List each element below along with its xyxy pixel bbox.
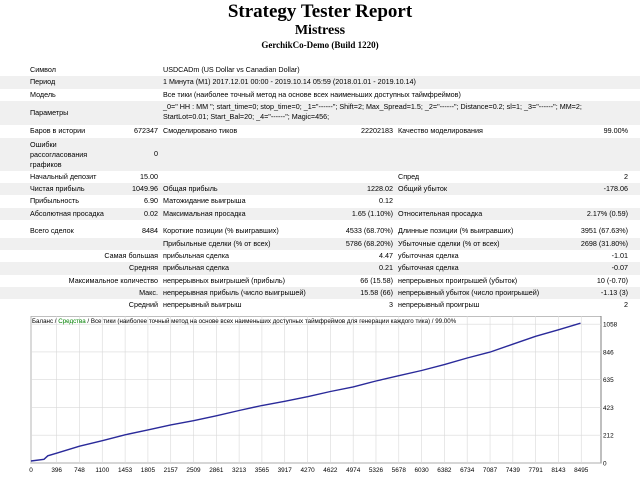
rel-dd-value: 2.17% (0.59) [586, 208, 628, 218]
errors-value: 0 [154, 148, 158, 158]
y-tick-label: 846 [603, 349, 614, 357]
x-tick-label: 2157 [163, 467, 178, 474]
x-tick-label: 1453 [118, 467, 133, 474]
row-largest [0, 250, 640, 262]
x-tick-label: 3917 [277, 467, 292, 474]
average-profit-label: прибыльная сделка [163, 263, 230, 273]
x-tick-label: 4622 [323, 467, 338, 474]
avg-loss-label: непрерывный проигрыш [398, 300, 480, 310]
x-tick-label: 4270 [300, 467, 315, 474]
row-max [0, 287, 640, 299]
pf-value: 6.90 [144, 196, 158, 206]
average-label: Средняя [129, 263, 158, 273]
y-tick-label: 1058 [603, 321, 618, 329]
x-tick-label: 7087 [482, 467, 498, 474]
profit-trades-label: Прибыльные сделки (% от всех) [163, 238, 271, 248]
period-label: Период [30, 77, 56, 87]
maxcount-loss-value: 10 (-0.70) [596, 275, 628, 285]
gross-profit-label: Общая прибыль [163, 183, 218, 193]
x-tick-label: 8143 [551, 467, 566, 474]
x-tick-label: 6382 [437, 467, 452, 474]
max-dd-value: 1.65 (1.10%) [351, 208, 393, 218]
expert-name: Mistress [294, 23, 346, 38]
model-label: Модель [30, 89, 56, 99]
row-trades [0, 238, 640, 250]
maxcount-label: Максимальное количество [68, 275, 158, 285]
y-tick-label: 212 [603, 432, 614, 440]
max-win-label: непрерывная прибыль (число выигрышей) [163, 288, 306, 298]
rel-dd-label: Относительная просадка [398, 208, 483, 218]
average-profit-value: 0.21 [379, 263, 393, 273]
largest-profit-label: прибыльная сделка [163, 250, 230, 260]
avg-loss-value: 2 [624, 300, 628, 310]
long-value: 3951 (67.63%) [580, 226, 628, 236]
bars-label: Баров в истории [30, 126, 86, 136]
period-value: 1 Минута (M1) 2017.12.01 00:00 - 2019.10.14 05:59 (2018.01.01 - 2019.10.14) [163, 77, 416, 87]
row-model [0, 89, 640, 101]
x-tick-label: 1805 [140, 467, 156, 474]
params-label: Параметры [30, 108, 69, 118]
x-tick-label: 748 [74, 467, 85, 474]
chart-legend [32, 318, 456, 326]
maxcount-win-value: 66 (15.58) [360, 275, 393, 285]
max-loss-label: непрерывный убыток (число проигрышей) [398, 288, 540, 298]
x-tick-label: 396 [51, 467, 62, 474]
ticks-value: 22202183 [361, 126, 393, 136]
pf-label: Прибыльность [30, 196, 79, 206]
row-deposit [0, 171, 640, 183]
maxcount-win-label: непрерывных выигрышей (прибыль) [163, 275, 286, 285]
row-dd [0, 208, 640, 220]
average-loss-value: -0.07 [611, 263, 628, 273]
legend-sep: / [53, 318, 59, 325]
row-net [0, 183, 640, 195]
row-bars [0, 125, 640, 137]
x-tick-label: 2509 [186, 467, 201, 474]
legend-rest: / Все тики (наиболее точный метод на основе всех наименьших доступных таймфреймов для генерации каждого тика) / 99.00% [85, 318, 457, 325]
x-tick-label: 5678 [391, 467, 406, 474]
y-tick-label: 0 [603, 460, 607, 468]
x-tick-label: 4974 [346, 467, 361, 474]
report-title: Strategy Tester Report [227, 1, 413, 22]
row-params [0, 101, 640, 125]
avg-win-label: непрерывный выигрыш [163, 300, 242, 310]
row-pf [0, 195, 640, 207]
row-period [0, 76, 640, 88]
max-label: Макс. [139, 288, 158, 298]
x-tick-label: 7791 [528, 467, 543, 474]
x-tick-label: 7439 [505, 467, 520, 474]
deposit-value: 15.00 [140, 171, 158, 181]
server-build: GerchikCo-Demo (Build 1220) [261, 40, 379, 50]
spread-label: Спред [398, 171, 420, 181]
avg-win-value: 3 [389, 300, 393, 310]
bars-value: 672347 [134, 126, 158, 136]
y-tick-label: 635 [603, 377, 614, 385]
gross-profit-value: 1228.02 [367, 183, 393, 193]
average-loss-label: убыточная сделка [398, 263, 459, 273]
row-symbol [0, 64, 640, 76]
x-tick-label: 6734 [460, 467, 475, 474]
x-tick-label: 3565 [254, 467, 270, 474]
report-header [0, 1, 640, 52]
profit-trades-value: 5786 (68.20%) [345, 238, 393, 248]
loss-trades-label: Убыточные сделки (% от всех) [398, 238, 500, 248]
max-dd-label: Максимальная просадка [163, 208, 246, 218]
balance-chart [0, 316, 640, 481]
max-win-value: 15.58 (66) [360, 288, 393, 298]
x-tick-label: 8495 [574, 467, 589, 474]
largest-profit-value: 4.47 [379, 250, 393, 260]
maxcount-loss-label: непрерывных проигрышей (убыток) [398, 275, 518, 285]
largest-label: Самая большая [104, 250, 158, 260]
x-tick-label: 6030 [414, 467, 429, 474]
row-maxcount [0, 275, 640, 287]
net-label: Чистая прибыль [30, 183, 85, 193]
payoff-value: 0.12 [379, 196, 393, 206]
long-label: Длинные позиции (% выигравших) [398, 226, 514, 236]
largest-loss-label: убыточная сделка [398, 250, 459, 260]
net-value: 1049.96 [132, 183, 158, 193]
quality-value: 99.00% [603, 126, 628, 136]
x-tick-label: 5326 [368, 467, 384, 474]
quality-label: Качество моделирования [398, 126, 483, 136]
total-label: Всего сделок [30, 226, 74, 236]
abs-dd-label: Абсолютная просадка [30, 208, 104, 218]
row-avg [0, 299, 640, 311]
model-value: Все тики (наиболее точный метод на основе всех наименьших доступных таймфреймов) [163, 89, 461, 99]
gross-loss-label: Общий убыток [398, 183, 447, 193]
largest-loss-value: -1.01 [611, 250, 628, 260]
row-average [0, 262, 640, 274]
spread-value: 2 [624, 171, 628, 181]
params-value: _0=" HH : MM "; start_time=0; stop_time=0; _1="------"; Shift=2; Max_Spread=1.5; _2="------"; Distance=0.2; sl=1; _3="------"; MM=2; StartLot=0.01; Start_Bal=20; _4="------"; Magic=456; [163, 102, 582, 122]
abs-dd-value: 0.02 [144, 208, 158, 218]
legend-equity: Средства [58, 318, 86, 325]
symbol-value: USDCADm (US Dollar vs Canadian Dollar) [163, 65, 300, 74]
row-total [0, 225, 640, 237]
x-tick-label: 2861 [209, 467, 224, 474]
short-label: Короткие позиции (% выигравших) [163, 226, 279, 236]
total-value: 8484 [142, 226, 158, 236]
legend-balance: Баланс [32, 318, 54, 325]
report-table [0, 64, 640, 312]
x-tick-label: 1100 [95, 467, 110, 474]
deposit-label: Начальный депозит [30, 171, 97, 181]
gross-loss-value: -178.06 [603, 183, 628, 193]
y-tick-label: 423 [603, 404, 614, 412]
ticks-label: Смоделировано тиков [163, 126, 238, 136]
short-value: 4533 (68.70%) [345, 226, 393, 236]
symbol-label: Символ [30, 65, 56, 74]
max-loss-value: -1.13 (3) [600, 288, 628, 298]
chart-frame [31, 316, 601, 463]
payoff-label: Матожидание выигрыша [163, 196, 246, 206]
x-tick-label: 3213 [232, 467, 247, 474]
avg-label: Средний [128, 300, 158, 310]
x-tick-label: 0 [29, 467, 33, 474]
row-errors [0, 138, 640, 171]
errors-label: Ошибки рассогласования графиков [30, 139, 88, 169]
loss-trades-value: 2698 (31.80%) [580, 238, 628, 248]
